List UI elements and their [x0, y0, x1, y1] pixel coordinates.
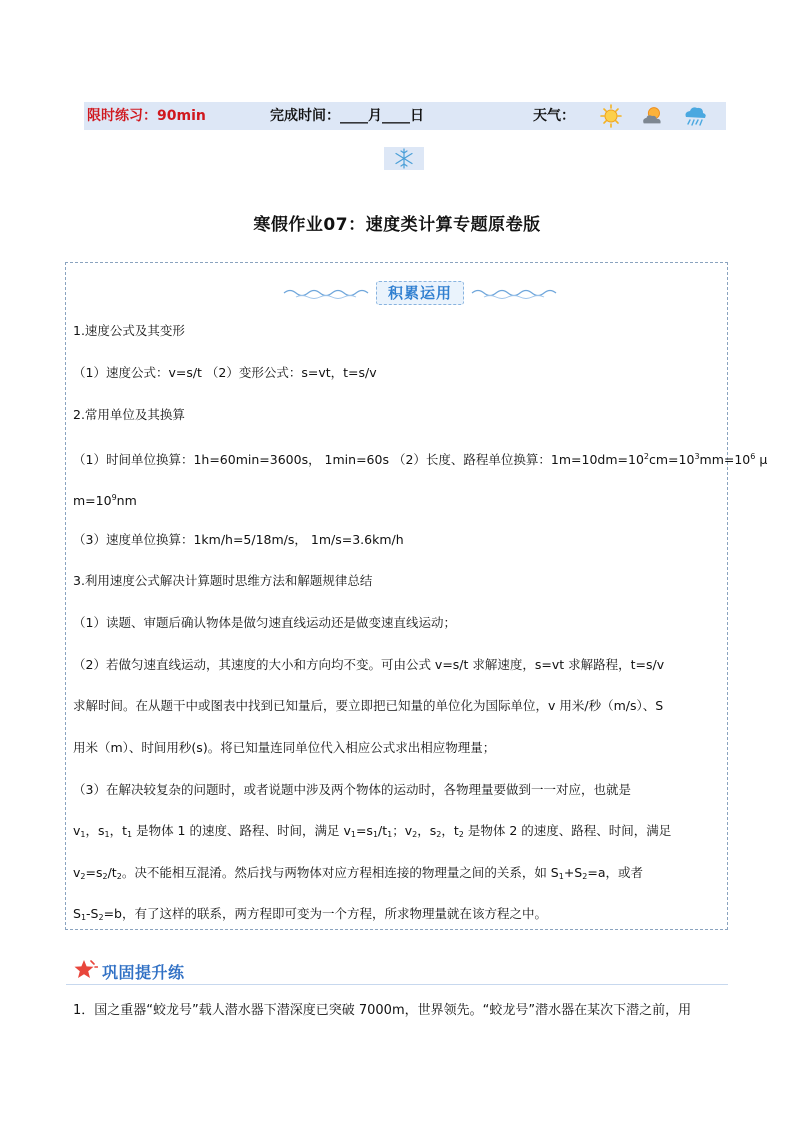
method-point-3-line-3: $v_2=s_2/t_2$。决不能相互混淆。然后找与两物体对应方程相连接的物理量之间的关系，如 $S_1+S_2=a$，或者: [73, 865, 643, 881]
method-point-3-line-1: （3）在解决较复杂的问题时，或者说题中涉及两个物体的运动时，各物理量要做到一一对应，也就是: [73, 782, 631, 797]
document-title: 寒假作业07：速度类计算专题原卷版: [253, 215, 541, 235]
partly-cloudy-icon: [640, 104, 666, 128]
formula-line: （1）速度公式：v=s/t （2）变形公式：s=vt，t=s/v: [73, 365, 377, 380]
rain-cloud-icon: [682, 104, 708, 128]
completion-time: 完成时间：____月____日: [270, 108, 424, 124]
section-title: 巩固提升练: [102, 963, 185, 982]
method-point-1: （1）读题、审题后确认物体是做匀速直线运动还是做变速直线运动；: [73, 615, 456, 630]
weather-label: 天气：: [533, 108, 575, 124]
section-divider: [66, 984, 728, 985]
snowflake-box: [384, 147, 424, 170]
right-wave-decoration: [468, 286, 560, 300]
method-point-2-line-2: 求解时间。在从题干中或图表中找到已知量后，要立即把已知量的单位化为国际单位，v 用米/秒（m/s）、S: [73, 698, 664, 713]
speed-unit-line: （3）速度单位换算：1km/h=5/18m/s， 1m/s=3.6km/h: [73, 532, 404, 547]
method-point-2-line-1: （2）若做匀速直线运动，其速度的大小和方向均不变。可由公式 v=s/t 求解速度，s=vt 求解路程，t=s/v: [73, 657, 665, 672]
method-point-2-line-3: 用米（m）、时间用秒(s)。将已知量连同单位代入相应公式求出相应物理量；: [73, 740, 496, 755]
method-point-3-line-4: $S_1-S_2=b$，有了这样的联系，两方程即可变为一个方程，所求物理量就在该方程之中。: [73, 906, 547, 922]
heading-method: 3.利用速度公式解决计算题时思维方法和解题规律总结: [73, 573, 373, 588]
time-limit: 限时练习：90min: [87, 108, 206, 124]
star-icon: [74, 959, 98, 981]
sun-icon: [598, 104, 624, 128]
snowflake-icon: [384, 147, 424, 170]
unit-conversion-line-1: （1）时间单位换算：1h=60min=3600s， 1min=60s （2）长度、路程单位换算：$1m=10dm=10^2cm=10^3mm=10^6$ μ: [73, 452, 768, 467]
method-point-3-line-2: $v_1$，$s_1$，$t_1$ 是物体 1 的速度、路程、时间，满足 $v_1=s_1/t_1$；$v_2$，$s_2$，$t_2$ 是物体 2 的速度、路程、时间，满足: [73, 823, 672, 839]
banner-label: 积累运用: [376, 281, 464, 305]
question-1: 1．国之重器“蛟龙号”载人潜水器下潜深度已突破 7000m，世界领先。“蛟龙号”潜水器在某次下潜之前，用: [73, 1003, 692, 1018]
heading-units: 2.常用单位及其换算: [73, 407, 185, 422]
unit-conversion-line-2: $m=10^9nm$: [73, 493, 137, 508]
left-wave-decoration: [282, 286, 374, 300]
heading-speed-formula: 1.速度公式及其变形: [73, 323, 185, 338]
header-bar: [84, 102, 726, 130]
